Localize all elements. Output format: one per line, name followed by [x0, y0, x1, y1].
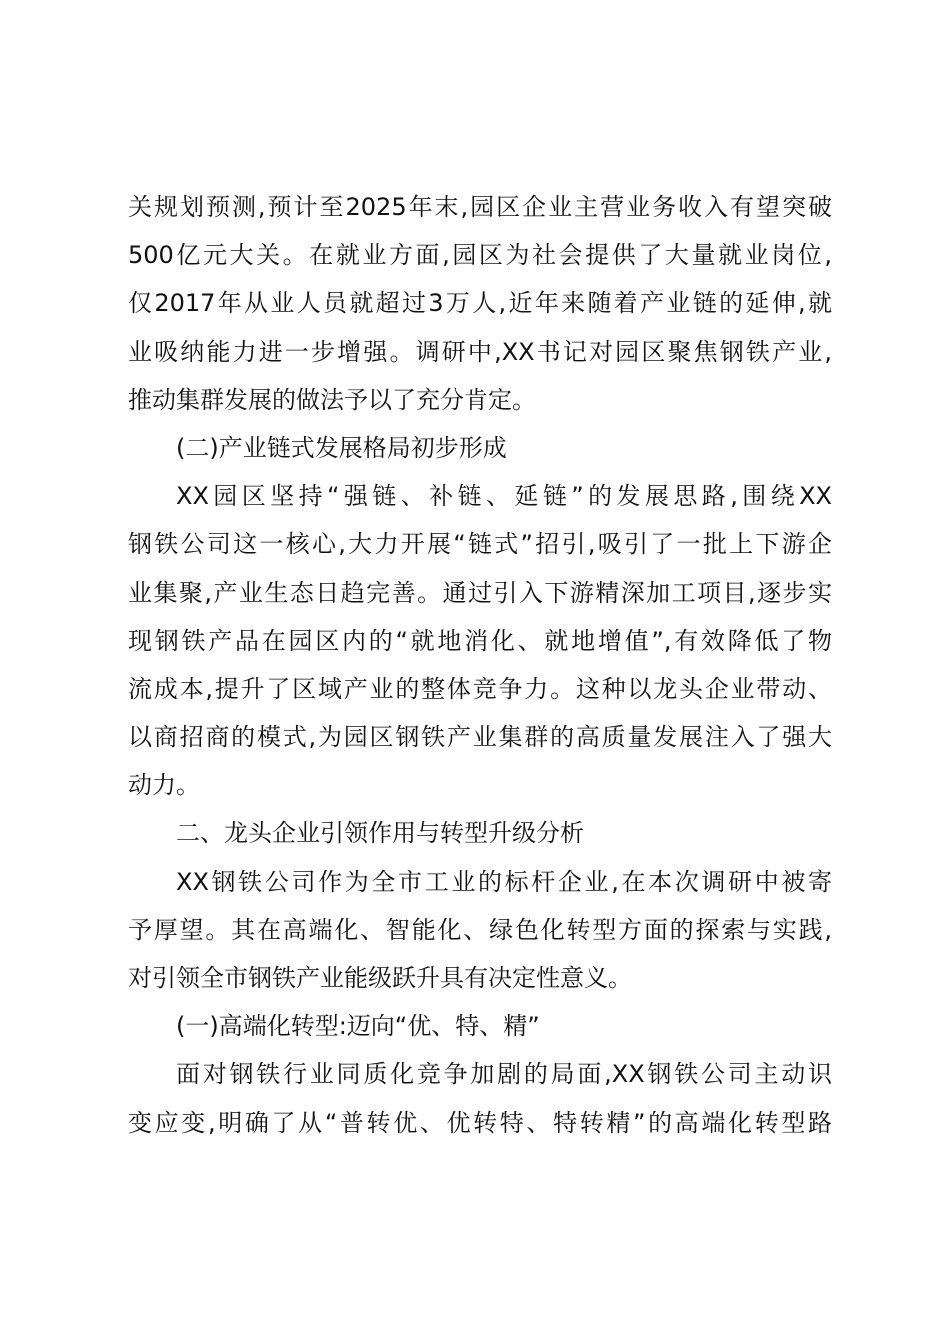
text-line: 钢铁公司这一核心,大力开展“链式”招引,吸引了一批上下游企 — [128, 530, 832, 559]
text-line: 业集聚,产业生态日趋完善。通过引入下游精深加工项目,逐步实 — [128, 578, 832, 607]
text-line: 予厚望。其在高端化、智能化、绿色化转型方面的探索与实践, — [128, 915, 832, 944]
text-line: 500亿元大关。在就业方面,园区为社会提供了大量就业岗位, — [128, 241, 832, 270]
text-line: 推动集群发展的做法予以了充分肯定。 — [128, 385, 536, 414]
text-line: 对引领全市钢铁产业能级跃升具有决定性意义。 — [128, 964, 632, 992]
text-line: 关规划预测,预计至2025年末,园区企业主营业务收入有望突破 — [128, 193, 832, 221]
text-line: 变应变,明确了从“普转优、优转特、特转精”的高端化转型路 — [128, 1108, 832, 1137]
section-heading: 二、龙头企业引领作用与转型升级分析 — [176, 819, 584, 848]
text-line: 面对钢铁行业同质化竞争加剧的局面,XX钢铁公司主动识 — [176, 1060, 832, 1089]
text-line: XX钢铁公司作为全市工业的标杆企业,在本次调研中被寄 — [176, 867, 832, 896]
document-body — [128, 183, 832, 1147]
text-line: 仅2017年从业人员就超过3万人,近年来随着产业链的延伸,就 — [128, 289, 832, 318]
section-heading: (二)产业链式发展格局初步形成 — [176, 433, 507, 462]
text-line: 以商招商的模式,为园区钢铁产业集群的高质量发展注入了强大 — [128, 723, 832, 752]
text-line: 现钢铁产品在园区内的“就地消化、就地增值”,有效降低了物 — [128, 626, 832, 655]
text-line: 动力。 — [128, 771, 200, 800]
text-line: 业吸纳能力进一步增强。调研中,XX书记对园区聚焦钢铁产业, — [128, 337, 832, 366]
section-heading: (一)高端化转型:迈向“优、特、精” — [176, 1012, 540, 1041]
text-line: 流成本,提升了区域产业的整体竞争力。这种以龙头企业带动、 — [128, 674, 832, 703]
text-line: XX园区坚持“强链、补链、延链”的发展思路,围绕XX — [176, 482, 832, 511]
